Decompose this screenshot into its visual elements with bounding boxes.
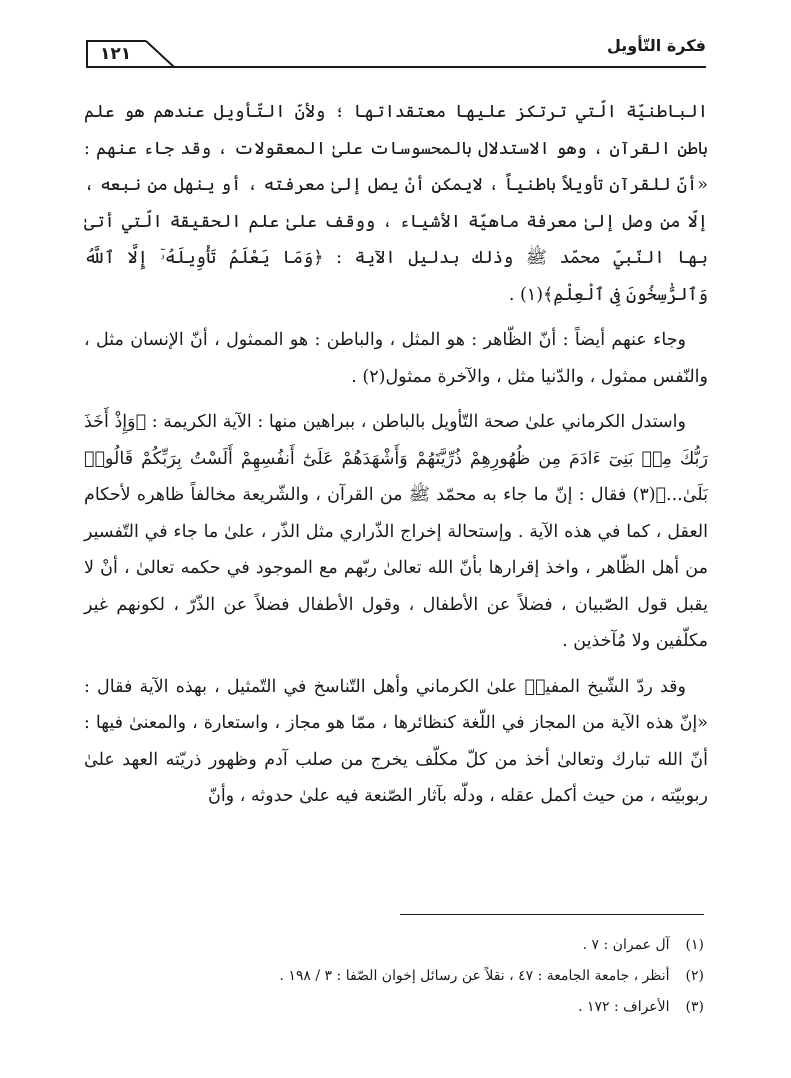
page-header: [86, 30, 706, 70]
paragraph: واستدل الكرماني علىٰ صحة التّأويل بالباطن ، ببراهين منها : الآية الكريمة : ﴿وَإِذْ أَخَذَ رَبُّكَ مِنۢ بَنِىٓ ءَادَمَ مِن ظُهُورِهِمْ ذُرِّيَّتَهُمْ وَأَشْهَدَهُمْ عَلَىٰٓ أَنفُسِهِمْ أَلَسْتُ بِرَبِّكُمْ قَالُوا۟ بَلَىٰ...﴾(٣) فقال : إنّ ما جاء به محمّد ﷺ من القرآن ، والشّريعة مخالفاً ظاهره لأحكام العقل ، كما في هذه الآية . وإستحالة إخراج الذّراري مثل الذّر ، علىٰ ما جاء في التّفسير من أهل الظّاهر ، واخذ إقرارها بأنّ الله تعالىٰ ربّهم مع الموجود في حكمه تعالىٰ ، أنْ لا يقبل قول الصّبيان ، فضلاً عن الأطفال ، وقول الأطفال فضلاً عن الذّرّ ، لكونهم غير مكلّفين ولا مُآخذين .: [84, 412, 708, 651]
footnotes: [279, 930, 704, 1023]
paragraph: الباطنيّة الّتي ترتكز عليها معتقداتها ؛ ولأنّ التّأويل عندهم هو علم باطن القرآن ، وهو الاستدلال بالمحسوسات علىٰ المعقولات ، وقد جاء عنهم : «أنّ للقرآن تأويلاً باطنياً ، لايمكن أنْ يصل إلىٰ معرفته ، أو ينهل من نبعه ، إلّا من وصل إلىٰ معرفة ماهيّة الأشياء ، ووقف علىٰ علم الحقيقة الّتي أتىٰ بها النّبيّ محمّد ﷺ وذلك بدليل الآية : ﴿وَمَا يَعْلَمُ تَأْوِيلَهُۥٓ إِلَّا ٱللَّهُ وَٱلرَّٰسِخُونَ فِى ٱلْعِلْمِ﴾(١) .: [84, 102, 708, 305]
footnote-text: الأعراف : ١٧٢ .: [578, 999, 670, 1015]
footnote-text: آل عمران : ٧ .: [582, 937, 670, 953]
footnote: [279, 961, 704, 992]
footnote-number: (٣): [685, 999, 704, 1015]
paragraph: وقد ردّ الشّيخ المفيدؒ علىٰ الكرماني وأهل التّناسخ في التّمثيل ، بهذه الآية فقال : «إنّ هذه الآية من المجاز في اللّغة كنظائرها ، ممّا هو مجاز ، واستعارة ، والمعنىٰ فيها : أنّ الله تبارك وتعالىٰ أخذ من كلّ مكلّف يخرج من صلب آدم وظهور ذريّته العهد علىٰ ربوبيّته ، من حيث أكمل عقله ، ودلّه بآثار الصّنعة فيه علىٰ حدوثه ، وأنّ: [84, 676, 708, 806]
header-rule: [86, 66, 706, 68]
running-title: فكرة التّأويل: [606, 36, 706, 55]
page-number: ١٢١: [100, 44, 132, 64]
main-text: [84, 94, 708, 824]
footnote: [300, 930, 704, 961]
footnote-text: أنظر ، جامعة الجامعة : ٤٧ ، نقلاً عن رسائل إخوان الصّفا : ٣ / ١٩٨ .: [279, 968, 670, 984]
footnote: [300, 992, 704, 1023]
page-number-tab-slant: [138, 40, 178, 68]
footnote-number: (١): [685, 937, 704, 953]
footnote-separator: [400, 914, 704, 915]
footnote-number: (٢): [685, 968, 704, 984]
paragraph: وجاء عنهم أيضاً : أنّ الظّاهر : هو المثل ، والباطن : هو الممثول ، أنّ الإنسان مثل ، والنّفس ممثول ، والدّنيا مثل ، والآخرة ممثول(٢) .: [84, 330, 708, 387]
